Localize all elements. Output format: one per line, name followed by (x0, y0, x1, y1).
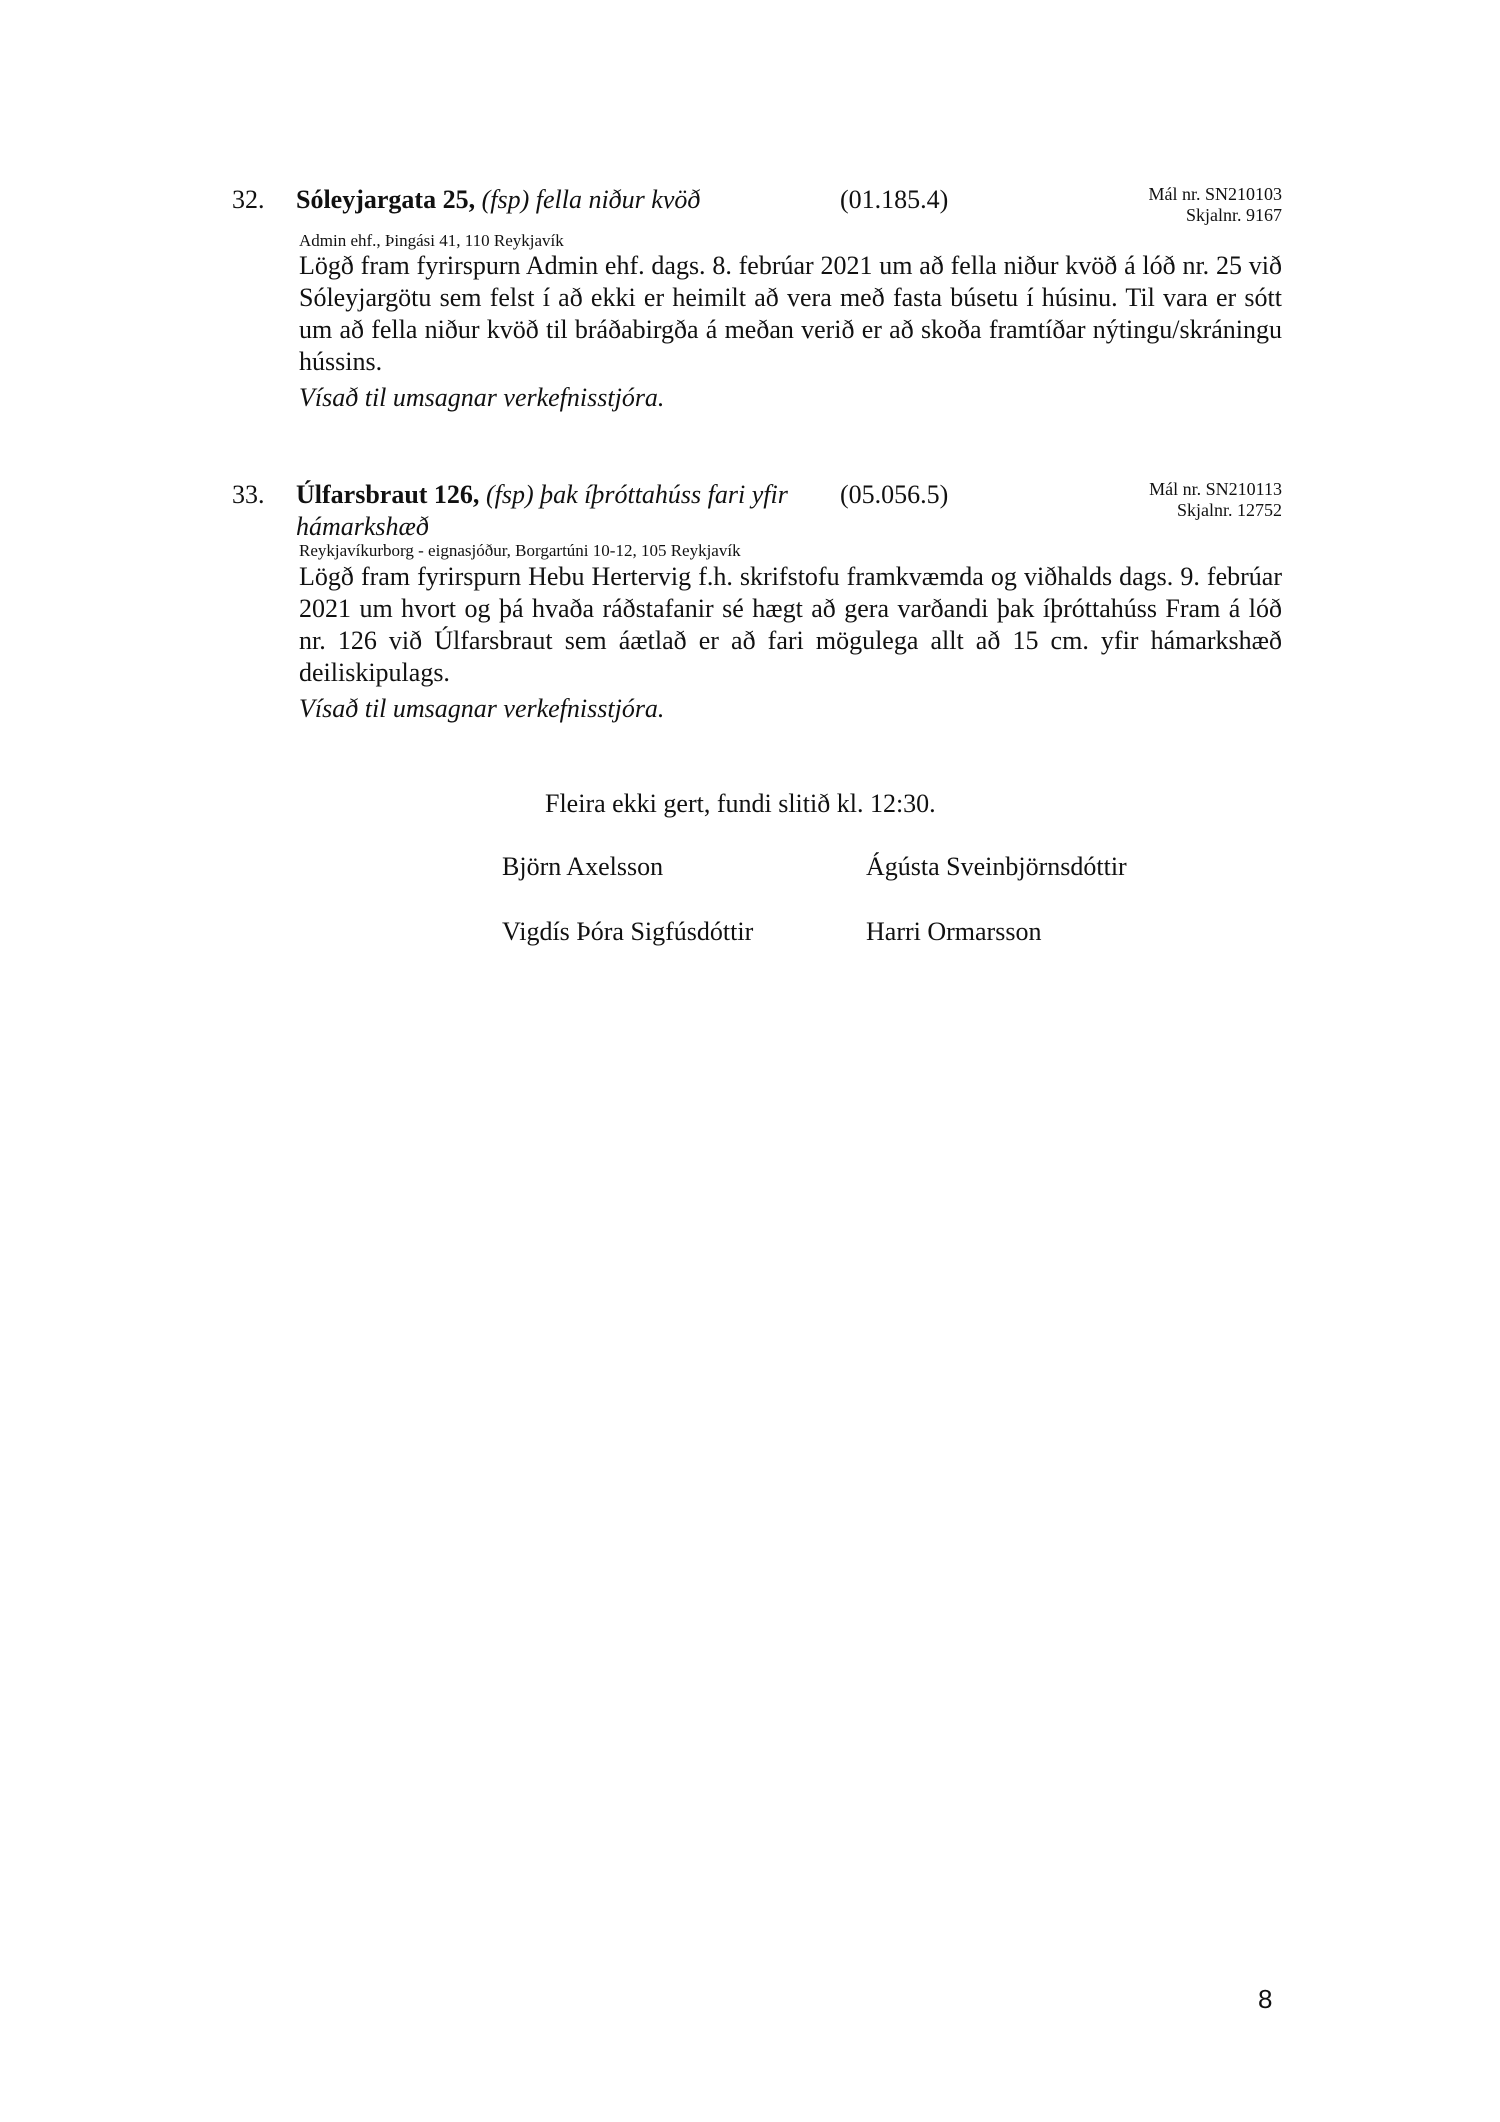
case-number: Mál nr. SN210103 (1148, 184, 1282, 204)
item-body: Lögð fram fyrirspurn Hebu Hertervig f.h. skrifstofu framkvæmda og viðhalds dags. 9. febrúar 2021 um hvort og þá hvaða ráðstafanir sé hægt að gera varðandi þak íþróttahúss Fram á lóð nr. 126 við Úlfarsbraut sem áætlað er að fari mögulega allt að 15 cm. yfir hámarkshæð deiliskipulags. (299, 562, 1282, 687)
item-heading (296, 184, 791, 216)
item-applicant: Reykjavíkurborg - eignasjóður, Borgartúni 10-12, 105 Reykjavík (299, 541, 741, 560)
document-number: Skjalnr. 12752 (1176, 500, 1282, 520)
item-number: 33. (232, 480, 265, 509)
item-decision: Vísað til umsagnar verkefnisstjóra. (299, 383, 665, 412)
signature-4: Harri Ormarsson (866, 917, 1042, 946)
item-decision: Vísað til umsagnar verkefnisstjóra. (299, 694, 665, 723)
item-subtitle: (fsp) þak íþróttahúss fari yfir hámarkshæð (296, 480, 788, 541)
document-number: Skjalnr. 9167 (1185, 205, 1282, 225)
item-subtitle: (fsp) fella niður kvöð (481, 185, 701, 214)
item-heading (296, 479, 791, 543)
item-body: Lögð fram fyrirspurn Admin ehf. dags. 8. febrúar 2021 um að fella niður kvöð á lóð nr. 25 við Sóleyjargötu sem felst í að ekki er heimilt að vera með fasta búsetu í húsinu. Til vara er sótt um að fella niður kvöð til bráðabirgða á meðan verið er að skoða framtíðar nýtingu/skráningu hússins. (299, 251, 1282, 376)
page-number: 8 (1258, 1984, 1273, 2014)
item-title: Sóleyjargata 25, (296, 185, 476, 214)
case-number: Mál nr. SN210113 (1149, 479, 1282, 499)
item-references (1148, 184, 1282, 226)
item-land-number: (05.056.5) (840, 480, 949, 509)
signature-1: Björn Axelsson (502, 852, 664, 881)
meeting-closing: Fleira ekki gert, fundi slitið kl. 12:30. (545, 789, 936, 818)
item-applicant: Admin ehf., Þingási 41, 110 Reykjavík (299, 231, 564, 250)
item-references (1149, 479, 1282, 521)
item-land-number: (01.185.4) (840, 185, 949, 214)
item-title: Úlfarsbraut 126, (296, 480, 480, 509)
signature-2: Ágústa Sveinbjörnsdóttir (866, 852, 1127, 881)
item-number: 32. (232, 185, 265, 214)
signature-3: Vigdís Þóra Sigfúsdóttir (502, 917, 754, 946)
